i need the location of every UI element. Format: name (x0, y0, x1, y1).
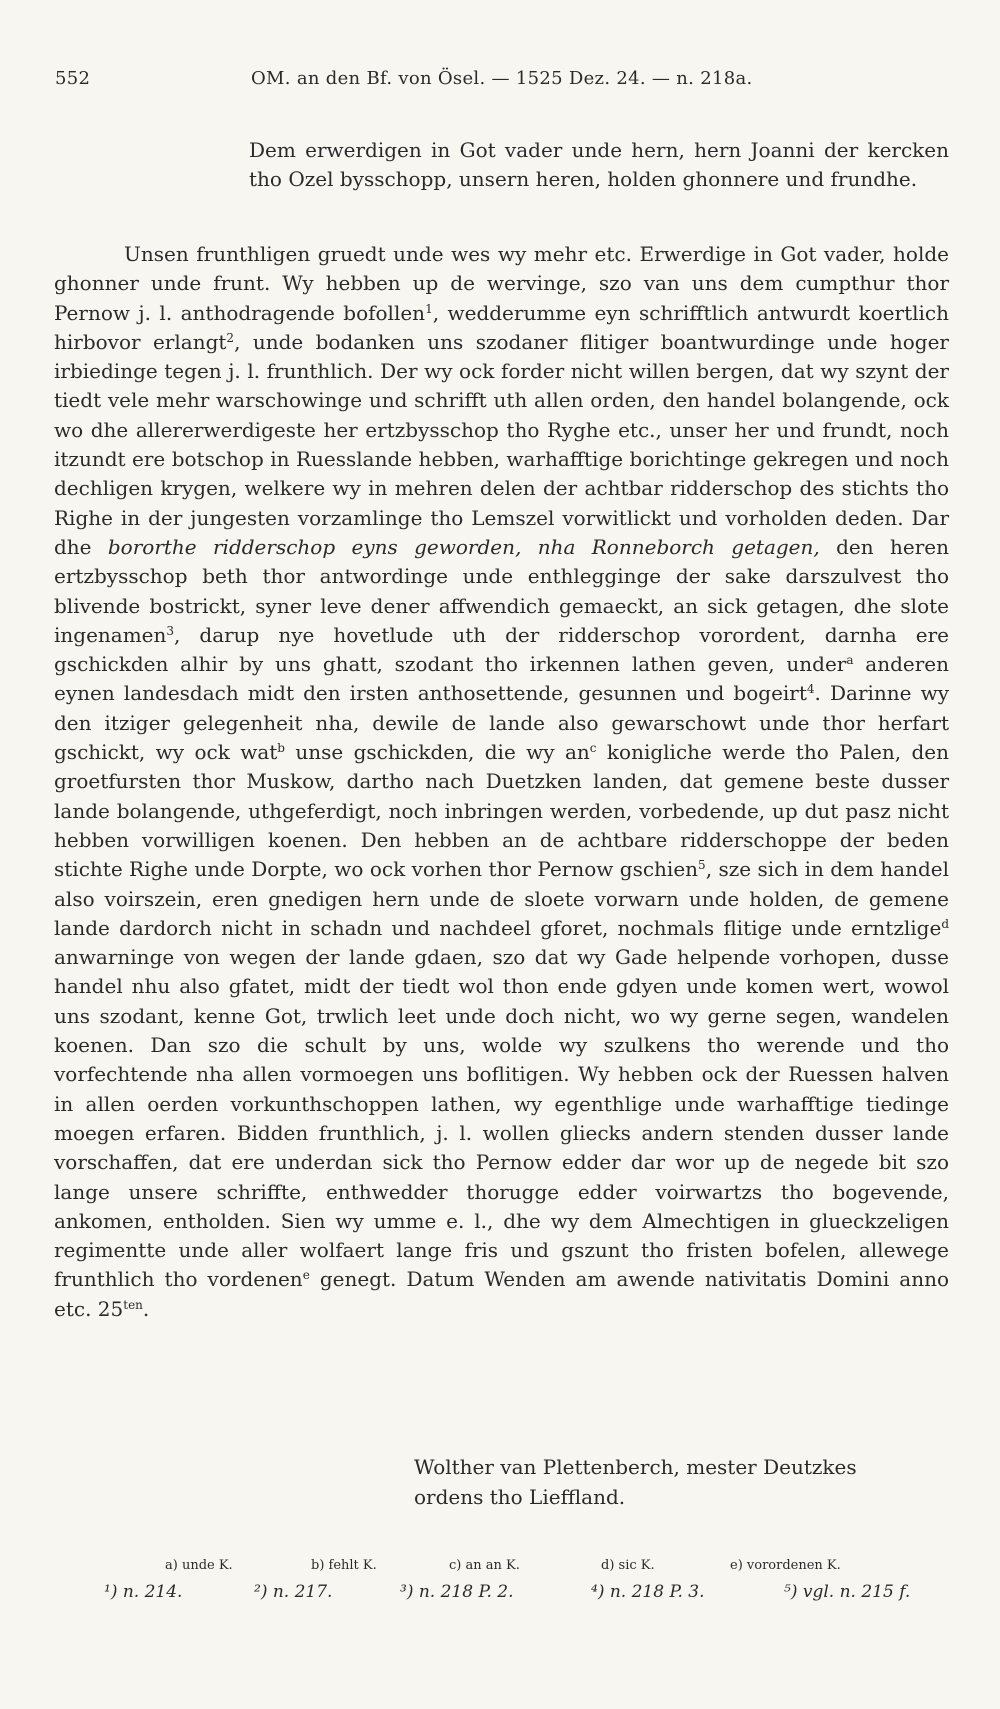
body-text: , unde bodanken uns szodaner flitiger boantwurdinge unde hoger irbiedinge tegen j. l. frunthlich. Der wy ock forder nicht willen bergen, dat wy szynt der tiedt vele mehr warschowinge und schrifft uth allen orden, den handel bolangende, ock wo dhe allererwerdigeste her ertzbysschop tho Ryghe etc., unser her und frundt, noch itzundt ere botschop in Ruesslande hebben, warhafftige borichtinge gekregen und noch dechligen krygen, welkere wy in mehren delen der achtbar ridderschop des stichts tho Righe in der jungesten vorzamlinge tho Lemszel vorwitlickt und vorholden deden. Dar dhe (54, 329, 949, 559)
footnotes (0, 1582, 1000, 1606)
body-text: , sze sich in dem handel also voirszein, eren gnedigen hern unde de sloete vorwarn unde holden, de gemene lande dardorch nicht in schadn und nachdeel gforet, nochmals flitige unde erntzlige (54, 857, 949, 940)
footnote: ⁵) vgl. n. 215 f. (784, 1582, 911, 1602)
textual-note: d) sic K. (601, 1558, 655, 1573)
body-text: anderen eynen landesdach midt den irsten anthosettende, gesunnen und bogeirt (54, 652, 950, 706)
body-text: Unsen frunthligen gruedt unde wes wy mehr etc. Erwerdige in Got vader, holde ghonner unde frunt. Wy hebben up de wervinge, szo van uns dem cumpthur thor Pernow j. l. anthodragende bofollen (54, 242, 949, 325)
body-text: . (142, 1296, 150, 1321)
running-title: OM. an den Bf. von Ösel. — 1525 Dez. 24. — n. 218a. (251, 68, 753, 89)
footnote-ref-3: 3 (166, 623, 175, 638)
textnote-ref-d: d (941, 916, 949, 931)
signature-line: ordens tho Lieffland. (414, 1485, 626, 1509)
body-text: , darup nye hovetlude uth der ridderschop vorordent, darnha ere gschickden alhir by uns ghatt, szodant tho irkennen lathen geven, under (54, 622, 949, 677)
body-text: , wedderumme eyn schrifftlich antwurdt koertlich hirbovor erlangt (54, 300, 949, 354)
body-text: genegt. Datum Wenden am awende nativitatis Domini anno etc. 25 (54, 1267, 949, 1321)
textnote-ref-b: b (277, 741, 285, 756)
textnote-ref-a: a (846, 653, 854, 668)
signature-block (414, 1452, 934, 1512)
textual-note: a) unde K. (165, 1558, 233, 1573)
textual-note: e) vorordenen K. (730, 1558, 841, 1573)
textual-notes (0, 1558, 1000, 1578)
body-text: konigliche werde tho Palen, den groetfursten thor Muskow, dartho nach Duetzken landen, dat gemene beste dusser lande bolangende, uthgeferdigt, noch inbringen werden, vorbedende, up dut pasz nicht hebben vorwilligen koenen. Den hebben an de achtbare ridderschoppe der beden stichte Righe unde Dorpte, wo ock vorhen thor Pernow gschien (54, 740, 950, 882)
body-italic-text: bororthe ridderschop eyns geworden, nha Ronneborch getagen, (107, 534, 820, 559)
body-text: unse gschickden, die wy an (284, 740, 590, 765)
body-text: den heren ertzbysschop beth thor antwordinge unde enthlegginge der sake darszulvest tho blivende bostrickt, syner leve dener affwendich gemaeckt, an sick getagen, dhe slote ingenamen (54, 534, 949, 647)
signature-line: Wolther van Plettenberch, mester Deutzkes (414, 1455, 857, 1479)
body-paragraph (54, 240, 949, 1324)
page-number: 552 (55, 68, 91, 89)
superscript-ten: ten (123, 1297, 143, 1312)
letter-address: Dem erwerdigen in Got vader unde hern, hern Joanni der kercken tho Ozel bysschopp, unsern heren, holden ghonnere und frundhe. (249, 138, 949, 191)
footnote-ref-4: 4 (806, 682, 815, 697)
textual-note: c) an an K. (449, 1558, 520, 1573)
footnote: ²) n. 217. (254, 1582, 333, 1602)
body-text: . Darinne wy den itziger gelegenheit nha, dewile de lande also gewarschowt unde thor herfart gschickt, wy ock wat (54, 681, 949, 765)
footnote: ³) n. 218 P. 2. (400, 1582, 514, 1602)
footnote-ref-2: 2 (226, 330, 235, 345)
textual-note: b) fehlt K. (311, 1558, 377, 1573)
textnote-ref-e: e (302, 1268, 310, 1283)
letter-body (54, 240, 949, 1324)
footnote: ⁴) n. 218 P. 3. (591, 1582, 705, 1602)
footnote-ref-5: 5 (698, 858, 706, 873)
footnote: ¹) n. 214. (104, 1582, 183, 1602)
footnote-ref-1: 1 (425, 301, 433, 316)
body-text: anwarninge von wegen der lande gdaen, szo dat wy Gade helpende vorhopen, dusse handel nhu also gfatet, midt der tiedt wol thon ende gdyen unde komen wert, wowol uns szodant, kenne Got, trwlich leet unde doch nicht, wo wy gerne segen, wandelen koenen. Dan szo die schult by uns, wolde wy szulkens tho werende und tho vorfechtende nha allen vormoegen uns boflitigen. Wy hebben ock der Ruessen halven in allen oerden vorkunthschoppen lathen, wy egenthlige unde warhafftige tiedinge moegen erfaren. Bidden frunthlich, j. l. wollen gliecks andern stenden dusser lande vorschaffen, dat ere underdan sick tho Pernow edder dar wor up de negede bit szo lange unsere schriffte, enthwedder thorugge edder voirwartzs tho bogevende, ankomen, entholden. Sien wy umme e. l., dhe wy dem Almechtigen in glueckzeligen regimentte unde aller wolfaert lange fris und gszunt tho fristen bofelen, allewege frunthlich tho vordenen (54, 945, 949, 1292)
textnote-ref-c: c (589, 741, 597, 756)
